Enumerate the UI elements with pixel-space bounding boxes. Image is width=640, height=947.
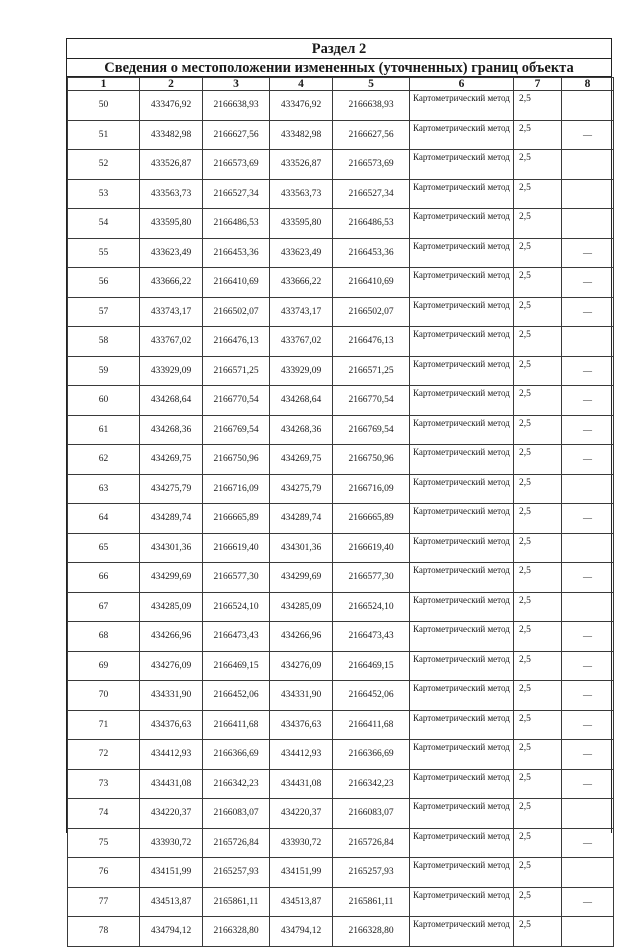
- accuracy-cell: 2,5: [514, 858, 562, 888]
- x-refined-cell: 433623,49: [270, 238, 333, 268]
- table-row: [68, 917, 614, 947]
- column-header: 7: [514, 78, 562, 91]
- point-number-cell: 68: [68, 622, 140, 652]
- accuracy-cell: 2,5: [514, 474, 562, 504]
- y-refined-cell: 2166716,09: [333, 474, 410, 504]
- column-header: 5: [333, 78, 410, 91]
- note-cell: —: [562, 120, 614, 150]
- point-number-cell: 75: [68, 828, 140, 858]
- y-refined-cell: 2166571,25: [333, 356, 410, 386]
- x-existing-cell: 434275,79: [140, 474, 203, 504]
- x-existing-cell: 434276,09: [140, 651, 203, 681]
- note-cell: [562, 209, 614, 239]
- point-number-cell: 76: [68, 858, 140, 888]
- y-existing-cell: 2165257,93: [203, 858, 270, 888]
- point-number-cell: 60: [68, 386, 140, 416]
- accuracy-cell: 2,5: [514, 91, 562, 121]
- y-refined-cell: 2166524,10: [333, 592, 410, 622]
- table-row: [68, 710, 614, 740]
- x-existing-cell: 433476,92: [140, 91, 203, 121]
- x-refined-cell: 433482,98: [270, 120, 333, 150]
- y-refined-cell: 2166452,06: [333, 681, 410, 711]
- x-existing-cell: 434151,99: [140, 858, 203, 888]
- x-refined-cell: 433595,80: [270, 209, 333, 239]
- method-cell: Картометрический метод: [410, 887, 514, 917]
- x-existing-cell: 434794,12: [140, 917, 203, 947]
- y-existing-cell: 2166577,30: [203, 563, 270, 593]
- x-refined-cell: 433929,09: [270, 356, 333, 386]
- x-refined-cell: 434289,74: [270, 504, 333, 534]
- x-refined-cell: 434299,69: [270, 563, 333, 593]
- point-number-cell: 77: [68, 887, 140, 917]
- y-refined-cell: 2166665,89: [333, 504, 410, 534]
- accuracy-cell: 2,5: [514, 651, 562, 681]
- table-body: [68, 91, 614, 947]
- y-existing-cell: 2166486,53: [203, 209, 270, 239]
- y-refined-cell: 2166453,36: [333, 238, 410, 268]
- x-existing-cell: 433563,73: [140, 179, 203, 209]
- method-cell: Картометрический метод: [410, 150, 514, 180]
- table-row: [68, 828, 614, 858]
- table-row: [68, 386, 614, 416]
- accuracy-cell: 2,5: [514, 740, 562, 770]
- note-cell: —: [562, 681, 614, 711]
- method-cell: Картометрический метод: [410, 474, 514, 504]
- method-cell: Картометрический метод: [410, 415, 514, 445]
- accuracy-cell: 2,5: [514, 622, 562, 652]
- method-cell: Картометрический метод: [410, 238, 514, 268]
- x-existing-cell: 434412,93: [140, 740, 203, 770]
- accuracy-cell: 2,5: [514, 268, 562, 298]
- point-number-cell: 50: [68, 91, 140, 121]
- x-existing-cell: 434268,64: [140, 386, 203, 416]
- x-existing-cell: 434268,36: [140, 415, 203, 445]
- method-cell: Картометрический метод: [410, 268, 514, 298]
- note-cell: —: [562, 740, 614, 770]
- x-refined-cell: 434412,93: [270, 740, 333, 770]
- table-row: [68, 799, 614, 829]
- note-cell: —: [562, 297, 614, 327]
- accuracy-cell: 2,5: [514, 297, 562, 327]
- table-row: [68, 858, 614, 888]
- note-cell: —: [562, 238, 614, 268]
- table-row: [68, 238, 614, 268]
- x-existing-cell: 433767,02: [140, 327, 203, 357]
- y-refined-cell: 2166476,13: [333, 327, 410, 357]
- point-number-cell: 74: [68, 799, 140, 829]
- y-refined-cell: 2166619,40: [333, 533, 410, 563]
- x-refined-cell: 434268,64: [270, 386, 333, 416]
- y-existing-cell: 2166452,06: [203, 681, 270, 711]
- note-cell: —: [562, 356, 614, 386]
- note-cell: [562, 327, 614, 357]
- y-refined-cell: 2166502,07: [333, 297, 410, 327]
- accuracy-cell: 2,5: [514, 120, 562, 150]
- note-cell: —: [562, 769, 614, 799]
- note-cell: [562, 533, 614, 563]
- point-number-cell: 57: [68, 297, 140, 327]
- table-row: [68, 297, 614, 327]
- note-cell: [562, 150, 614, 180]
- column-header: 3: [203, 78, 270, 91]
- y-existing-cell: 2166476,13: [203, 327, 270, 357]
- y-existing-cell: 2166469,15: [203, 651, 270, 681]
- table-row: [68, 445, 614, 475]
- x-existing-cell: 434220,37: [140, 799, 203, 829]
- x-existing-cell: 434269,75: [140, 445, 203, 475]
- y-refined-cell: 2166469,15: [333, 651, 410, 681]
- y-existing-cell: 2166473,43: [203, 622, 270, 652]
- x-existing-cell: 434266,96: [140, 622, 203, 652]
- method-cell: Картометрический метод: [410, 917, 514, 947]
- accuracy-cell: 2,5: [514, 592, 562, 622]
- method-cell: Картометрический метод: [410, 386, 514, 416]
- table-row: [68, 504, 614, 534]
- note-cell: —: [562, 386, 614, 416]
- y-refined-cell: 2166573,69: [333, 150, 410, 180]
- accuracy-cell: 2,5: [514, 327, 562, 357]
- accuracy-cell: 2,5: [514, 828, 562, 858]
- y-existing-cell: 2166619,40: [203, 533, 270, 563]
- column-header: 4: [270, 78, 333, 91]
- x-refined-cell: 434376,63: [270, 710, 333, 740]
- method-cell: Картометрический метод: [410, 828, 514, 858]
- note-cell: —: [562, 828, 614, 858]
- table-row: [68, 651, 614, 681]
- point-number-cell: 71: [68, 710, 140, 740]
- x-existing-cell: 434301,36: [140, 533, 203, 563]
- table-row: [68, 356, 614, 386]
- note-cell: —: [562, 710, 614, 740]
- x-refined-cell: 434151,99: [270, 858, 333, 888]
- table-row: [68, 474, 614, 504]
- accuracy-cell: 2,5: [514, 238, 562, 268]
- point-number-cell: 67: [68, 592, 140, 622]
- x-refined-cell: 433930,72: [270, 828, 333, 858]
- x-refined-cell: 434301,36: [270, 533, 333, 563]
- point-number-cell: 53: [68, 179, 140, 209]
- y-existing-cell: 2166571,25: [203, 356, 270, 386]
- table-row: [68, 327, 614, 357]
- table-row: [68, 622, 614, 652]
- x-refined-cell: 433526,87: [270, 150, 333, 180]
- method-cell: Картометрический метод: [410, 681, 514, 711]
- method-cell: Картометрический метод: [410, 769, 514, 799]
- x-existing-cell: 433743,17: [140, 297, 203, 327]
- note-cell: —: [562, 563, 614, 593]
- section-heading: Раздел 2: [67, 39, 611, 59]
- table-row: [68, 740, 614, 770]
- table-row: [68, 415, 614, 445]
- y-existing-cell: 2166627,56: [203, 120, 270, 150]
- y-existing-cell: 2165726,84: [203, 828, 270, 858]
- document-sheet: [66, 38, 612, 937]
- y-existing-cell: 2166502,07: [203, 297, 270, 327]
- y-refined-cell: 2166527,34: [333, 179, 410, 209]
- accuracy-cell: 2,5: [514, 887, 562, 917]
- x-refined-cell: 433743,17: [270, 297, 333, 327]
- y-existing-cell: 2166083,07: [203, 799, 270, 829]
- table-row: [68, 179, 614, 209]
- point-number-cell: 78: [68, 917, 140, 947]
- note-cell: —: [562, 651, 614, 681]
- method-cell: Картометрический метод: [410, 327, 514, 357]
- x-existing-cell: 433930,72: [140, 828, 203, 858]
- point-number-cell: 70: [68, 681, 140, 711]
- y-existing-cell: 2166770,54: [203, 386, 270, 416]
- note-cell: [562, 592, 614, 622]
- x-existing-cell: 434285,09: [140, 592, 203, 622]
- note-cell: [562, 474, 614, 504]
- x-existing-cell: 434376,63: [140, 710, 203, 740]
- y-existing-cell: 2166750,96: [203, 445, 270, 475]
- method-cell: Картометрический метод: [410, 740, 514, 770]
- coordinates-table: [67, 77, 614, 947]
- table-row: [68, 268, 614, 298]
- y-refined-cell: 2166770,54: [333, 386, 410, 416]
- table-row: [68, 592, 614, 622]
- y-refined-cell: 2165861,11: [333, 887, 410, 917]
- accuracy-cell: 2,5: [514, 799, 562, 829]
- y-existing-cell: 2166716,09: [203, 474, 270, 504]
- point-number-cell: 52: [68, 150, 140, 180]
- table-title: Сведения о местоположении измененных (уточненных) границ объекта: [67, 59, 611, 77]
- table-row: [68, 209, 614, 239]
- y-existing-cell: 2166453,36: [203, 238, 270, 268]
- method-cell: Картометрический метод: [410, 209, 514, 239]
- method-cell: Картометрический метод: [410, 179, 514, 209]
- x-refined-cell: 434794,12: [270, 917, 333, 947]
- point-number-cell: 73: [68, 769, 140, 799]
- accuracy-cell: 2,5: [514, 150, 562, 180]
- y-refined-cell: 2166769,54: [333, 415, 410, 445]
- x-refined-cell: 434331,90: [270, 681, 333, 711]
- y-refined-cell: 2166473,43: [333, 622, 410, 652]
- y-refined-cell: 2166486,53: [333, 209, 410, 239]
- point-number-cell: 66: [68, 563, 140, 593]
- method-cell: Картометрический метод: [410, 858, 514, 888]
- y-existing-cell: 2166524,10: [203, 592, 270, 622]
- point-number-cell: 61: [68, 415, 140, 445]
- method-cell: Картометрический метод: [410, 622, 514, 652]
- point-number-cell: 59: [68, 356, 140, 386]
- method-cell: Картометрический метод: [410, 356, 514, 386]
- accuracy-cell: 2,5: [514, 504, 562, 534]
- method-cell: Картометрический метод: [410, 799, 514, 829]
- method-cell: Картометрический метод: [410, 120, 514, 150]
- note-cell: [562, 858, 614, 888]
- accuracy-cell: 2,5: [514, 681, 562, 711]
- accuracy-cell: 2,5: [514, 445, 562, 475]
- x-existing-cell: 434331,90: [140, 681, 203, 711]
- method-cell: Картометрический метод: [410, 504, 514, 534]
- accuracy-cell: 2,5: [514, 415, 562, 445]
- y-existing-cell: 2166638,93: [203, 91, 270, 121]
- point-number-cell: 72: [68, 740, 140, 770]
- y-existing-cell: 2166342,23: [203, 769, 270, 799]
- point-number-cell: 54: [68, 209, 140, 239]
- point-number-cell: 64: [68, 504, 140, 534]
- x-refined-cell: 434431,08: [270, 769, 333, 799]
- y-refined-cell: 2165257,93: [333, 858, 410, 888]
- y-existing-cell: 2166573,69: [203, 150, 270, 180]
- y-existing-cell: 2166328,80: [203, 917, 270, 947]
- column-header: 6: [410, 78, 514, 91]
- y-refined-cell: 2166328,80: [333, 917, 410, 947]
- accuracy-cell: 2,5: [514, 769, 562, 799]
- y-refined-cell: 2166627,56: [333, 120, 410, 150]
- x-refined-cell: 433476,92: [270, 91, 333, 121]
- y-existing-cell: 2166410,69: [203, 268, 270, 298]
- table-row: [68, 120, 614, 150]
- note-cell: —: [562, 268, 614, 298]
- method-cell: Картометрический метод: [410, 533, 514, 563]
- x-refined-cell: 433767,02: [270, 327, 333, 357]
- table-row: [68, 887, 614, 917]
- accuracy-cell: 2,5: [514, 563, 562, 593]
- point-number-cell: 69: [68, 651, 140, 681]
- x-refined-cell: 434276,09: [270, 651, 333, 681]
- note-cell: [562, 91, 614, 121]
- note-cell: —: [562, 622, 614, 652]
- method-cell: Картометрический метод: [410, 445, 514, 475]
- table-row: [68, 91, 614, 121]
- y-refined-cell: 2166366,69: [333, 740, 410, 770]
- accuracy-cell: 2,5: [514, 179, 562, 209]
- point-number-cell: 63: [68, 474, 140, 504]
- x-existing-cell: 434513,87: [140, 887, 203, 917]
- x-existing-cell: 433595,80: [140, 209, 203, 239]
- y-refined-cell: 2166410,69: [333, 268, 410, 298]
- accuracy-cell: 2,5: [514, 209, 562, 239]
- y-existing-cell: 2166411,68: [203, 710, 270, 740]
- point-number-cell: 58: [68, 327, 140, 357]
- y-refined-cell: 2166750,96: [333, 445, 410, 475]
- x-existing-cell: 433526,87: [140, 150, 203, 180]
- method-cell: Картометрический метод: [410, 592, 514, 622]
- note-cell: [562, 917, 614, 947]
- point-number-cell: 55: [68, 238, 140, 268]
- x-refined-cell: 433666,22: [270, 268, 333, 298]
- y-refined-cell: 2165726,84: [333, 828, 410, 858]
- accuracy-cell: 2,5: [514, 356, 562, 386]
- x-existing-cell: 433666,22: [140, 268, 203, 298]
- accuracy-cell: 2,5: [514, 533, 562, 563]
- x-refined-cell: 434266,96: [270, 622, 333, 652]
- x-existing-cell: 433929,09: [140, 356, 203, 386]
- method-cell: Картометрический метод: [410, 651, 514, 681]
- column-header: 2: [140, 78, 203, 91]
- note-cell: —: [562, 887, 614, 917]
- x-refined-cell: 434285,09: [270, 592, 333, 622]
- note-cell: —: [562, 415, 614, 445]
- x-refined-cell: 434275,79: [270, 474, 333, 504]
- table-row: [68, 150, 614, 180]
- y-existing-cell: 2166769,54: [203, 415, 270, 445]
- table-row: [68, 769, 614, 799]
- note-cell: [562, 799, 614, 829]
- point-number-cell: 51: [68, 120, 140, 150]
- method-cell: Картометрический метод: [410, 710, 514, 740]
- x-existing-cell: 434289,74: [140, 504, 203, 534]
- y-refined-cell: 2166083,07: [333, 799, 410, 829]
- x-refined-cell: 434513,87: [270, 887, 333, 917]
- accuracy-cell: 2,5: [514, 917, 562, 947]
- point-number-cell: 65: [68, 533, 140, 563]
- x-refined-cell: 433563,73: [270, 179, 333, 209]
- y-refined-cell: 2166342,23: [333, 769, 410, 799]
- x-existing-cell: 434299,69: [140, 563, 203, 593]
- y-refined-cell: 2166411,68: [333, 710, 410, 740]
- x-refined-cell: 434268,36: [270, 415, 333, 445]
- y-refined-cell: 2166638,93: [333, 91, 410, 121]
- accuracy-cell: 2,5: [514, 386, 562, 416]
- note-cell: [562, 179, 614, 209]
- y-existing-cell: 2166665,89: [203, 504, 270, 534]
- note-cell: —: [562, 445, 614, 475]
- x-existing-cell: 434431,08: [140, 769, 203, 799]
- accuracy-cell: 2,5: [514, 710, 562, 740]
- x-refined-cell: 434269,75: [270, 445, 333, 475]
- y-existing-cell: 2166527,34: [203, 179, 270, 209]
- table-row: [68, 533, 614, 563]
- column-header: 8: [562, 78, 614, 91]
- note-cell: —: [562, 504, 614, 534]
- column-header: 1: [68, 78, 140, 91]
- table-row: [68, 563, 614, 593]
- y-existing-cell: 2166366,69: [203, 740, 270, 770]
- y-existing-cell: 2165861,11: [203, 887, 270, 917]
- x-refined-cell: 434220,37: [270, 799, 333, 829]
- y-refined-cell: 2166577,30: [333, 563, 410, 593]
- x-existing-cell: 433623,49: [140, 238, 203, 268]
- point-number-cell: 56: [68, 268, 140, 298]
- column-number-row: [68, 78, 614, 91]
- x-existing-cell: 433482,98: [140, 120, 203, 150]
- method-cell: Картометрический метод: [410, 563, 514, 593]
- method-cell: Картометрический метод: [410, 297, 514, 327]
- point-number-cell: 62: [68, 445, 140, 475]
- table-row: [68, 681, 614, 711]
- method-cell: Картометрический метод: [410, 91, 514, 121]
